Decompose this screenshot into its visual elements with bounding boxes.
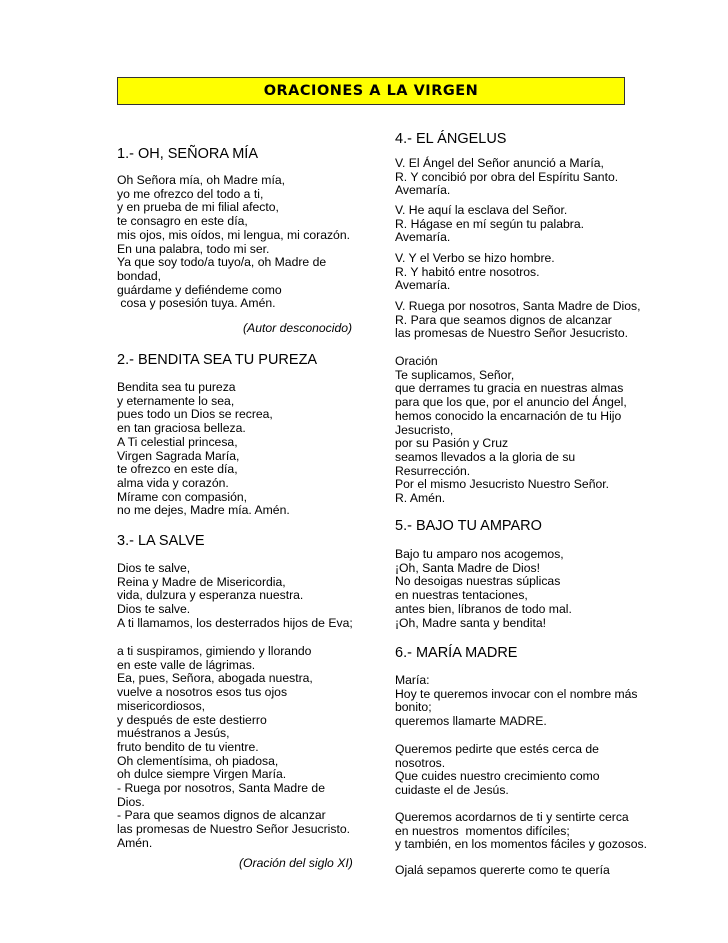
text-line: María: (395, 673, 430, 687)
text-line: En una palabra, todo mi ser. (117, 241, 270, 256)
text-line: Oración (395, 354, 438, 368)
text-line: vida, dulzura y esperanza nuestra. (117, 588, 304, 603)
text-line: en tan graciosa belleza. (117, 421, 246, 436)
text-line: hemos conocido la encarnación de tu Hijo (395, 408, 622, 423)
text-line: Avemaría. (395, 183, 451, 198)
text-line: bonito; (395, 700, 432, 715)
text-line: Dios te salve, (117, 561, 191, 575)
text-line: alma vida y corazón. (117, 475, 229, 490)
text-line: R. Y concibió por obra del Espíritu Santo. (395, 169, 619, 184)
text-line: te consagro en este día, (117, 214, 248, 229)
prayer-1-text (117, 174, 350, 311)
text-line: para que los que, por el anuncio del Ángel, (395, 395, 627, 410)
angelus-verse-2 (395, 204, 584, 245)
section-heading-1: 1.- OH, SEÑORA MÍA (117, 146, 258, 162)
text-line: Oh clementísima, oh piadosa, (117, 753, 279, 768)
text-line: nosotros. (395, 755, 446, 770)
section-heading-5: 5.- BAJO TU AMPARO (395, 518, 542, 534)
text-line: misericordiosos, (117, 698, 206, 713)
text-line: R. Y habitó entre nosotros. (395, 264, 540, 279)
text-line: R. Amén. (395, 491, 446, 506)
text-line: - Para que seamos dignos de alcanzar (117, 808, 326, 823)
text-line: Ea, pues, Señora, abogada nuestra, (117, 671, 313, 686)
text-line: en este valle de lágrimas. (117, 657, 256, 672)
text-line: en nuestras tentaciones, (395, 588, 528, 603)
text-line: Mírame con compasión, (117, 489, 248, 504)
text-line: oh dulce siempre Virgen María. (117, 767, 287, 782)
text-line: R. Para que seamos dignos de alcanzar (395, 312, 612, 327)
text-line: Oh Señora mía, oh Madre mía, (117, 173, 285, 187)
prayer-5-text (395, 548, 572, 630)
text-line: Avemaría. (395, 230, 451, 245)
section-heading-6: 6.- MARÍA MADRE (395, 645, 518, 661)
text-line: y después de este destierro (117, 712, 267, 727)
prayer-6-para-1 (395, 674, 638, 729)
text-line: y eternamente lo sea, (117, 393, 235, 408)
angelus-verse-1 (395, 157, 618, 198)
text-line: Que cuides nuestro crecimiento como (395, 769, 600, 784)
text-line: que derrames tu gracia en nuestras almas (395, 381, 624, 396)
text-line: No desoigas nuestras súplicas (395, 574, 561, 589)
prayer-3-text-part-1 (117, 562, 353, 631)
text-line: te ofrezco en este día, (117, 462, 238, 477)
angelus-verse-3 (395, 252, 555, 293)
text-line: pues todo un Dios se recrea, (117, 407, 273, 422)
text-line: cosa y posesión tuya. Amén. (117, 296, 276, 311)
text-line: V. El Ángel del Señor anunció a María, (395, 156, 604, 170)
text-line: Avemaría. (395, 278, 451, 293)
prayer-3-attribution: (Oración del siglo XI) (239, 856, 353, 870)
text-line: Virgen Sagrada María, (117, 448, 240, 463)
text-line: seamos llevados a la gloria de su (395, 449, 576, 464)
text-line: Bajo tu amparo nos acogemos, (395, 547, 564, 561)
text-line: A Ti celestial princesa, (117, 434, 238, 449)
prayer-6-para-2 (395, 743, 600, 798)
text-line: las promesas de Nuestro Señor Jesucristo. (395, 326, 629, 341)
text-line: queremos llamarte MADRE. (395, 714, 547, 729)
document-title: ORACIONES A LA VIRGEN (117, 77, 625, 105)
text-line: Dios. (117, 794, 145, 809)
section-heading-2: 2.- BENDITA SEA TU PUREZA (117, 352, 318, 368)
text-line: guárdame y defiéndeme como (117, 282, 282, 297)
text-line: y también, en los momentos fáciles y gozosos. (395, 837, 647, 852)
text-line: ¡Oh, Madre santa y bendita! (395, 615, 547, 630)
text-line: Dios te salve. (117, 602, 191, 617)
prayer-3-text-part-2 (117, 645, 350, 851)
text-line: Amén. (117, 835, 153, 850)
section-heading-3: 3.- LA SALVE (117, 533, 205, 549)
text-line: Resurrección. (395, 463, 471, 478)
text-line: muéstranos a Jesús, (117, 726, 230, 741)
text-line: ¡Oh, Santa Madre de Dios! (395, 560, 540, 575)
prayer-6-para-3 (395, 811, 647, 852)
text-line: R. Hágase en mí según tu palabra. (395, 216, 585, 231)
section-heading-4: 4.- EL ÁNGELUS (395, 131, 507, 147)
text-line: Hoy te queremos invocar con el nombre más (395, 686, 638, 701)
text-line: mis ojos, mis oídos, mi lengua, mi corazón. (117, 227, 351, 242)
angelus-oracion (395, 355, 627, 506)
text-line: V. Ruega por nosotros, Santa Madre de Dios, (395, 299, 641, 313)
prayer-2-text (117, 381, 290, 518)
prayer-1-attribution: (Autor desconocido) (243, 321, 353, 335)
text-line: antes bien, líbranos de todo mal. (395, 601, 572, 616)
text-line: Ojalá sepamos quererte como te quería (395, 863, 610, 877)
text-line: V. He aquí la esclava del Señor. (395, 203, 568, 217)
text-line: Bendita sea tu pureza (117, 380, 236, 394)
text-line: Te suplicamos, Señor, (395, 367, 515, 382)
text-line: a ti suspiramos, gimiendo y llorando (117, 644, 312, 658)
text-line: cuidaste el de Jesús. (395, 783, 509, 798)
text-line: en nuestros momentos difíciles; (395, 823, 570, 838)
text-line: Queremos acordarnos de ti y sentirte cerca (395, 810, 629, 824)
text-line: - Ruega por nosotros, Santa Madre de (117, 781, 325, 796)
text-line: no me dejes, Madre mía. Amén. (117, 503, 290, 518)
text-line: yo me ofrezco del todo a ti, (117, 186, 264, 201)
text-line: por su Pasión y Cruz (395, 436, 509, 451)
angelus-verse-4 (395, 300, 640, 341)
text-line: vuelve a nosotros esos tus ojos (117, 685, 288, 700)
text-line: bondad, (117, 268, 162, 283)
text-line: Jesucristo, (395, 422, 454, 437)
text-line: Por el mismo Jesucristo Nuestro Señor. (395, 477, 610, 492)
text-line: Reina y Madre de Misericordia, (117, 574, 286, 589)
text-line: V. Y el Verbo se hizo hombre. (395, 251, 555, 265)
text-line: las promesas de Nuestro Señor Jesucristo. (117, 822, 351, 837)
text-line: Ya que soy todo/a tuyo/a, oh Madre de (117, 255, 327, 270)
text-line: fruto bendito de tu vientre. (117, 739, 259, 754)
text-line: A ti llamamos, los desterrados hijos de Eva; (117, 615, 353, 630)
text-line: Queremos pedirte que estés cerca de (395, 742, 599, 756)
prayer-6-para-4 (395, 864, 610, 878)
text-line: y en prueba de mi filial afecto, (117, 200, 279, 215)
